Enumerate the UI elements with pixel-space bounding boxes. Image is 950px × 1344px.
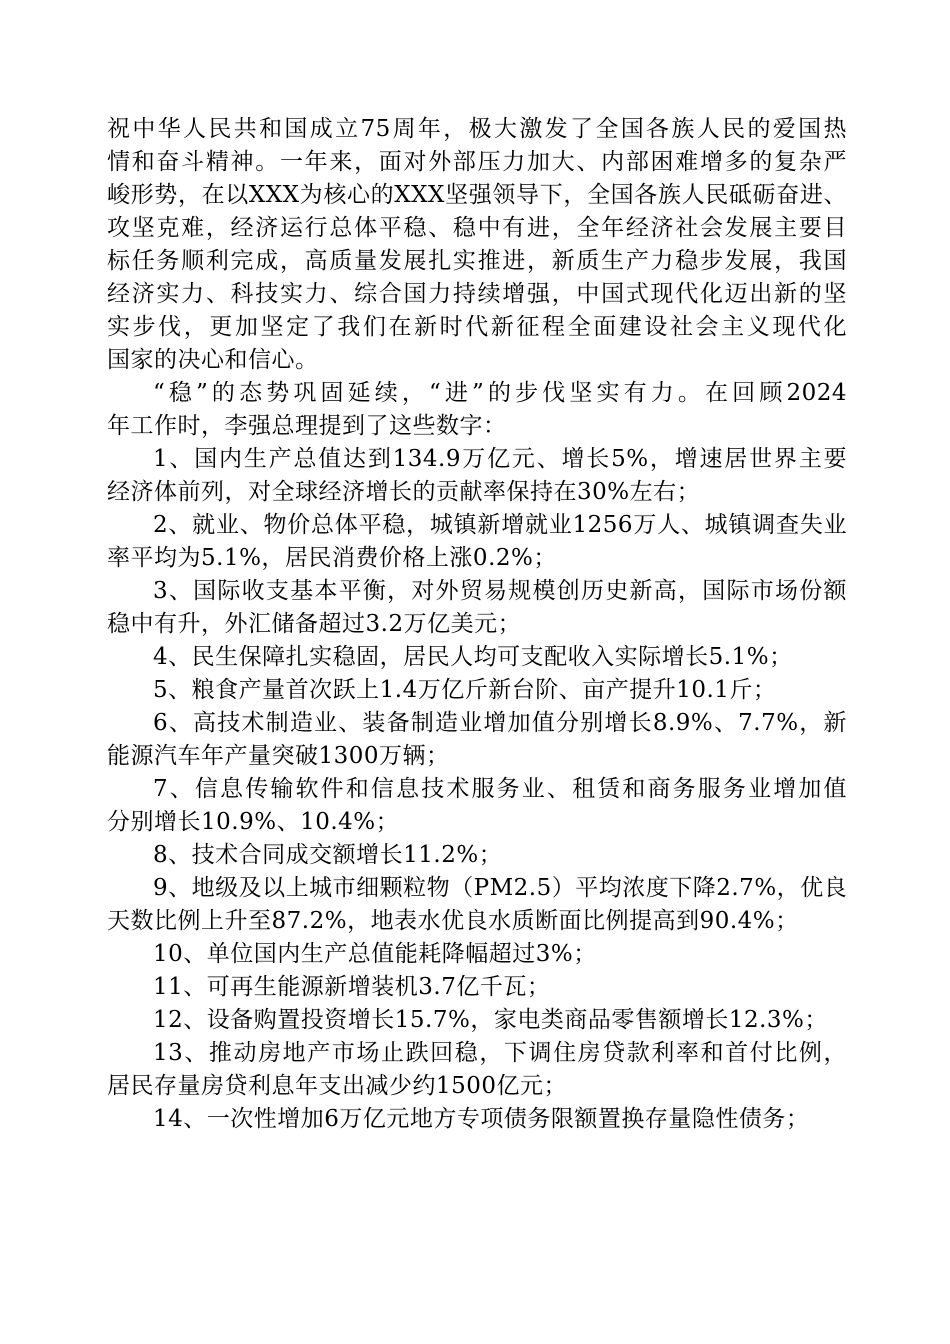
text-line: 天数比例上升至87.2%，地表水优良水质断面比例提高到90.4%； <box>107 908 799 934</box>
text-line: 12、设备购置投资增长15.7%，家电类商品零售额增长12.3%； <box>153 1007 828 1033</box>
paragraph <box>107 1037 847 1103</box>
paragraph <box>107 971 847 1004</box>
paragraph <box>107 1004 847 1037</box>
text-line: 9、地级及以上城市细颗粒物（PM2.5）平均浓度下降2.7%，优良 <box>153 875 848 901</box>
text-line: 率平均为5.1%，居民消费价格上涨0.2%； <box>107 545 557 571</box>
text-line: 4、民生保障扎实稳固，居民人均可支配收入实际增长5.1%； <box>153 644 793 670</box>
text-line: 13、推动房地产市场止跌回稳，下调住房贷款利率和首付比例， <box>153 1040 847 1066</box>
paragraph <box>107 1103 847 1136</box>
document-page <box>107 113 847 1136</box>
text-line: 实步伐，更加坚定了我们在新时代新征程全面建设社会主义现代化 <box>107 314 847 340</box>
text-line: 峻形势，在以XXX为核心的XXX坚强领导下，全国各族人民砥砺奋进、 <box>107 182 847 208</box>
text-line: 分别增长10.9%、10.4%； <box>107 809 400 835</box>
paragraph <box>107 839 847 872</box>
paragraph <box>107 674 847 707</box>
text-line: 8、技术合同成交额增长11.2%； <box>153 842 503 868</box>
paragraph <box>107 509 847 575</box>
text-line: 5、粮食产量首次跃上1.4万亿斤新台阶、亩产提升10.1斤； <box>153 677 777 703</box>
text-line: 14、一次性增加6万亿元地方专项债务限额置换存量隐性债务； <box>153 1106 810 1132</box>
paragraph <box>107 938 847 971</box>
paragraph <box>107 443 847 509</box>
text-line: 经济体前列，对全球经济增长的贡献率保持在30%左右； <box>107 479 701 505</box>
paragraph <box>107 773 847 839</box>
text-line: 年工作时，李强总理提到了这些数字： <box>107 413 507 439</box>
text-line: 居民存量房贷利息年支出减少约1500亿元； <box>107 1073 568 1099</box>
text-line: 经济实力、科技实力、综合国力持续增强，中国式现代化迈出新的坚 <box>107 281 847 307</box>
paragraph <box>107 113 847 377</box>
paragraph <box>107 707 847 773</box>
text-line: 稳中有升，外汇储备超过3.2万亿美元； <box>107 611 522 637</box>
text-line: 11、可再生能源新增装机3.7亿千瓦； <box>153 974 551 1000</box>
text-line: 标任务顺利完成，高质量发展扎实推进，新质生产力稳步发展，我国 <box>107 248 847 274</box>
paragraph <box>107 575 847 641</box>
text-line: 1、国内生产总值达到134.9万亿元、增长5%，增速居世界主要 <box>153 446 847 472</box>
text-line: 3、国际收支基本平衡，对外贸易规模创历史新高，国际市场份额 <box>153 578 847 604</box>
text-line: 6、高技术制造业、装备制造业增加值分别增长8.9%、7.7%，新 <box>153 710 847 736</box>
text-line: 7、信息传输软件和信息技术服务业、租赁和商务服务业增加值 <box>153 776 847 802</box>
text-line: “稳”的态势巩固延续，“进”的步伐坚实有力。在回顾2024 <box>153 380 847 406</box>
text-line: 能源汽车年产量突破1300万辆； <box>107 743 450 769</box>
text-line: 祝中华人民共和国成立75周年，极大激发了全国各族人民的爱国热 <box>107 116 847 142</box>
text-line: 攻坚克难，经济运行总体平稳、稳中有进，全年经济社会发展主要目 <box>107 215 847 241</box>
paragraph <box>107 641 847 674</box>
text-line: 2、就业、物价总体平稳，城镇新增就业1256万人、城镇调查失业 <box>153 512 847 538</box>
text-line: 国家的决心和信心。 <box>107 347 319 373</box>
paragraph <box>107 377 847 443</box>
paragraph <box>107 872 847 938</box>
text-line: 情和奋斗精神。一年来，面对外部压力加大、内部困难增多的复杂严 <box>107 149 847 175</box>
text-line: 10、单位国内生产总值能耗降幅超过3%； <box>153 941 597 967</box>
